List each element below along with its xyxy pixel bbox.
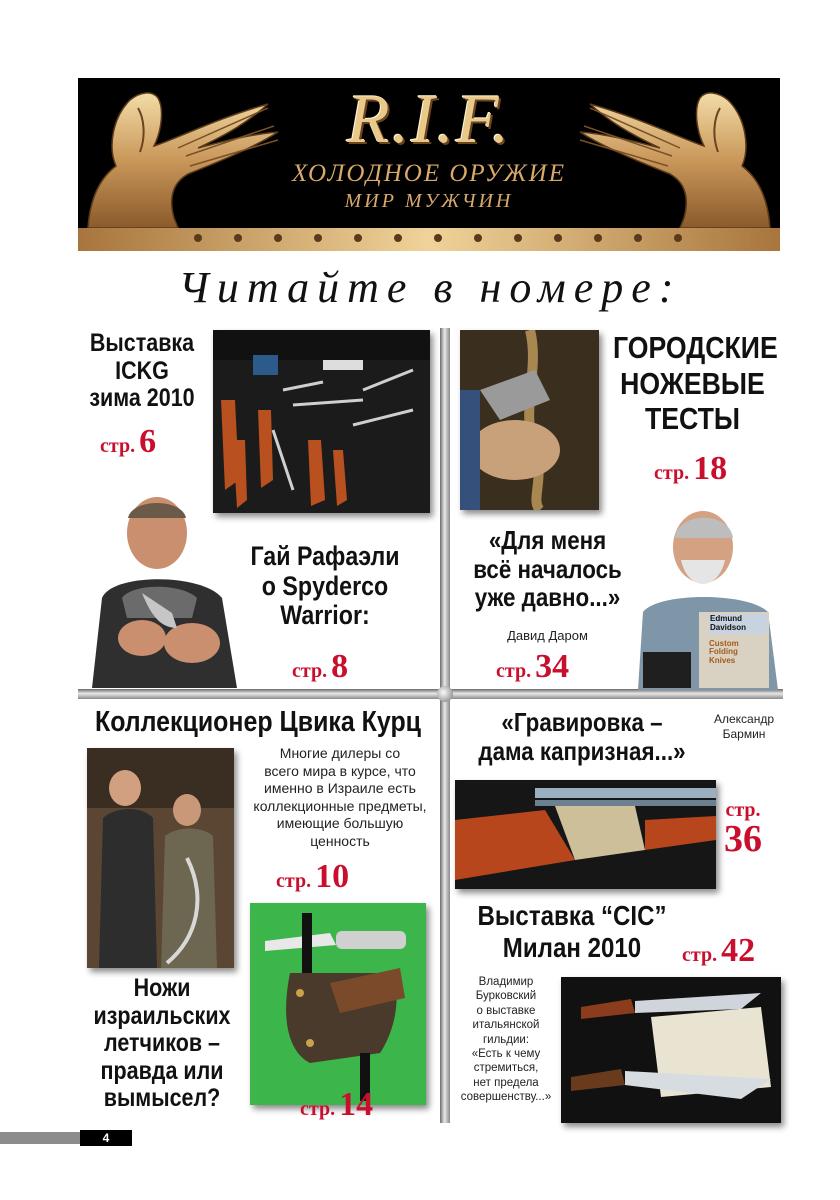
- kurz-collector-photo: [87, 748, 234, 968]
- banner-line2: МИР МУЖЧИН: [344, 190, 514, 212]
- pilot-knife-photo: [250, 903, 426, 1105]
- article-tests-page[interactable]: стр. 18: [654, 450, 728, 487]
- article-pilots-page[interactable]: стр. 14: [300, 1086, 374, 1123]
- article-ickg-title[interactable]: Выставка ICKG зима 2010: [89, 329, 195, 412]
- david-darom-photo: [633, 502, 783, 690]
- article-rafaeli-page[interactable]: стр. 8: [292, 648, 349, 685]
- ickg-exhibition-photo: [213, 330, 430, 513]
- article-cic-title[interactable]: Выставка “CIC” Милан 2010: [477, 900, 667, 964]
- divider-vertical: [440, 328, 450, 1123]
- article-engraving-page[interactable]: стр. 36: [724, 799, 762, 860]
- header-banner: [78, 78, 780, 251]
- divider-knot: [437, 686, 453, 702]
- article-tests-title[interactable]: ГОРОДСКИЕ НОЖЕВЫЕ ТЕСТЫ: [612, 330, 778, 437]
- article-cic-desc: Владимир Бурковский о выставке итальянской гильдии: «Есть к чему стремиться, нет предела совершенству...»: [460, 976, 552, 1103]
- article-pilots-title[interactable]: Ножи израильских летчиков – правда или вымысел?: [93, 974, 231, 1112]
- banner-line1: ХОЛОДНОЕ ОРУЖИЕ: [292, 160, 566, 187]
- cic-knives-photo: [561, 977, 781, 1123]
- article-engraving-title[interactable]: «Гравировка – дама капризная...»: [478, 707, 686, 766]
- article-kurz-title[interactable]: Коллекционер Цвика Курц: [94, 706, 422, 738]
- article-darom-author: Давид Даром: [507, 628, 588, 643]
- article-cic-page[interactable]: стр. 42: [682, 932, 756, 969]
- banner-logo: R.I.F.: [346, 81, 512, 158]
- divider-horizontal: [78, 689, 783, 699]
- article-ickg-page[interactable]: стр. 6: [100, 423, 157, 460]
- article-engraving-author: Александр Бармин: [713, 712, 775, 741]
- article-kurz-page[interactable]: стр. 10: [276, 858, 350, 895]
- article-rafaeli-title[interactable]: Гай Рафаэли о Spyderco Warrior:: [250, 541, 400, 631]
- article-darom-page[interactable]: стр. 34: [496, 648, 570, 685]
- article-kurz-desc: Многие дилеры со всего мира в курсе, что именно в Израиле есть коллекционные предметы, имеющие большую ценность: [253, 745, 427, 849]
- page-number: 4: [80, 1130, 132, 1146]
- page-title: Читайте в номере:: [178, 263, 682, 312]
- knife-test-photo: [460, 330, 599, 510]
- engraved-shotgun-photo: [455, 780, 716, 889]
- guy-rafaeli-photo: [82, 488, 242, 688]
- book-cover: Edmund Davidson Custom Folding Knives: [709, 614, 767, 688]
- article-darom-title[interactable]: «Для меня всё началось уже давно...»: [473, 525, 622, 613]
- footer-bar: [0, 1132, 80, 1144]
